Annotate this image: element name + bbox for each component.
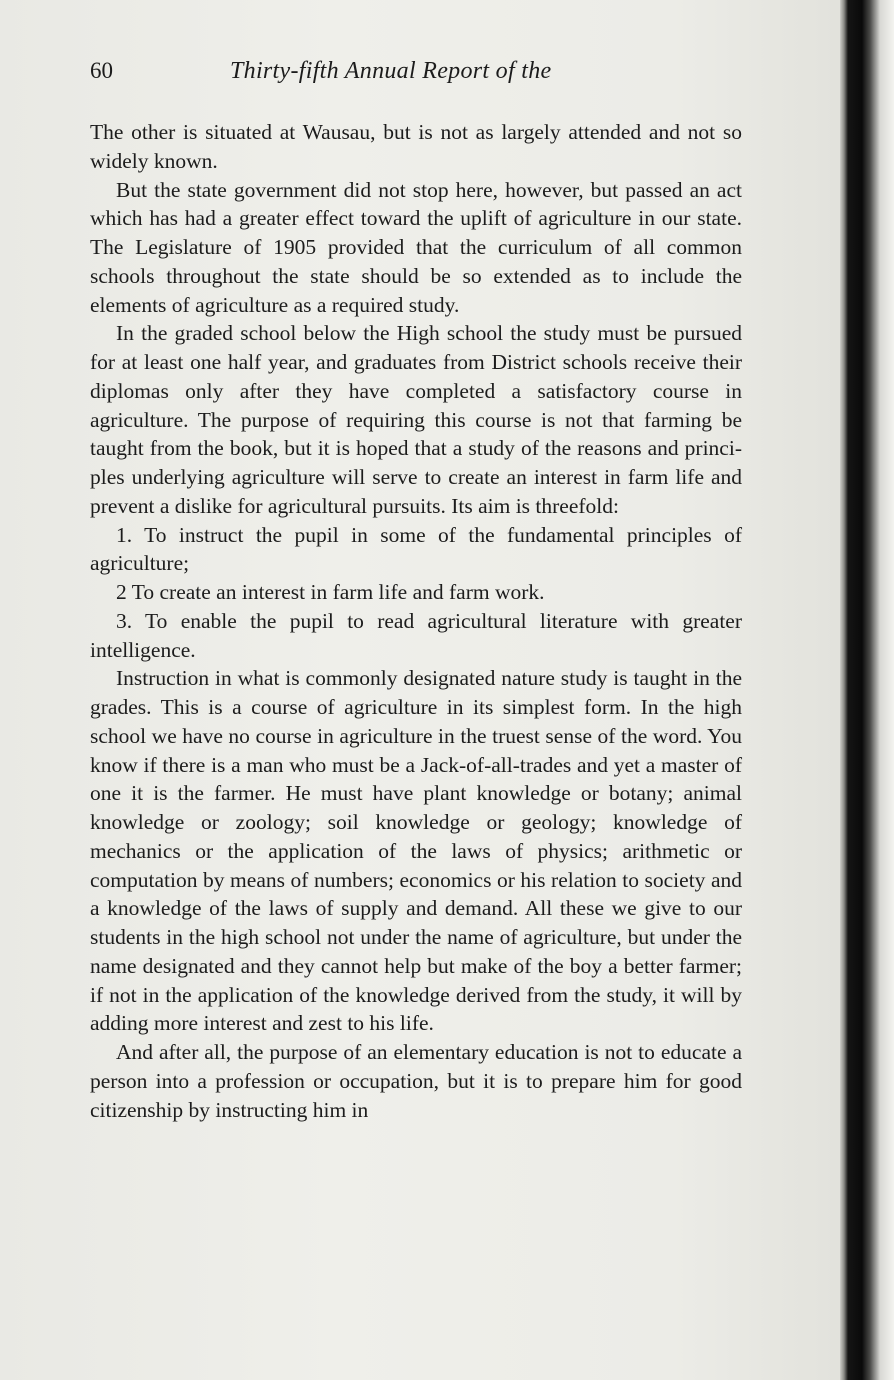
body-text [90, 118, 742, 1124]
list-item-aim-3: 3. To enable the pupil to read agricultural literature with greater intelligence. [90, 608, 742, 662]
paragraph-continuation: The other is situated at Wausau, but is not as largely attended and not so widely known. [90, 120, 742, 173]
paragraph-graded-school: In the graded school below the High school the study must be pursued for at least one half year, and graduates from District schools receive their diplomas only after they have completed a satisfactory course in agriculture. The purpose of requiring this course is not that farming be taught from the book, but it is hoped that a study of the reasons and principles underlying agriculture will serve to create an interest in farm life and prevent a dislike for agricultural pursuits. Its aim is threefold: [90, 321, 742, 518]
paragraph-state-legislation: But the state government did not stop here, however, but passed an act which has had a greater effect toward the uplift of agriculture in our state. The Legislature of 1905 provided that the curriculum of all common schools throughout the state should be so extended as to include the elements of agriculture as a required study. [90, 177, 742, 317]
running-title: Thirty-fifth Annual Report of the [230, 58, 552, 84]
paragraph-nature-study: Instruction in what is commonly designated nature study is taught in the grades. This is a course of agriculture in its simplest form. In the high school we have no course in agriculture in the truest sense of the word. You know if there is a man who must be a Jack-of-all-trades and yet a master of one it is the farmer. He must have plant knowledge or botany; animal knowledge or zoology; soil knowledge or geology; knowledge of mechanics or the application of the laws of physics; arithmetic or computation by means of numbers; economics or his relation to society and a knowledge of the laws of supply and demand. All these we give to our students in the high school not under the name of agriculture, but under the name designated and they cannot help but make of the boy a better farmer; if not in the application of the knowledge derived from the study, it will by adding more interest and zest to his life. [90, 666, 742, 1036]
book-binding-edge [840, 0, 894, 1380]
list-item-aim-1: 1. To instruct the pupil in some of the fundamental principles of agriculture; [90, 522, 742, 576]
paragraph-elementary-education: And after all, the purpose of an elementary education is not to educate a person into a profession or occupation, but it is to prepare him for good citizenship by instructing him in [90, 1040, 742, 1122]
page-number: 60 [90, 58, 113, 83]
page-header [90, 58, 742, 94]
list-item-aim-2: 2 To create an interest in farm life and farm work. [116, 580, 545, 604]
